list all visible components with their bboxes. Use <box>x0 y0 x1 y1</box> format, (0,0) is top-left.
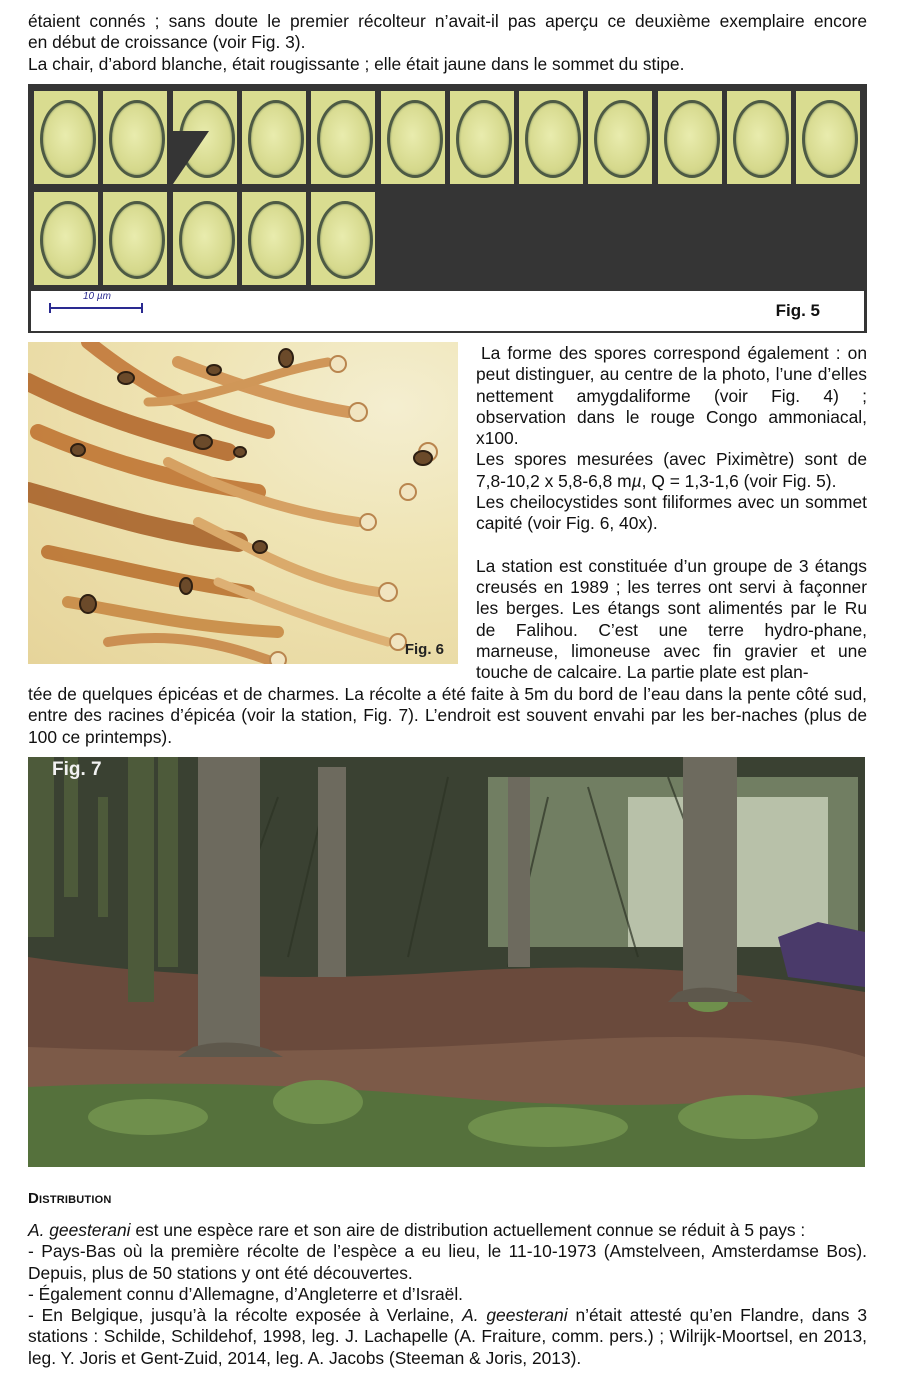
spore-image <box>242 91 306 184</box>
tile-cut-corner <box>173 131 209 184</box>
spore-image <box>173 91 237 184</box>
figure-7-label: Fig. 7 <box>52 759 102 780</box>
spore-cell <box>802 100 858 178</box>
spore-cell <box>664 100 720 178</box>
spore-cell <box>248 100 304 178</box>
spore-measure-paragraph <box>476 449 867 492</box>
spore-image <box>173 192 237 285</box>
intro-line-1: étaient connés ; sans doute le premier récolteur n’avait-il pas aperçu ce deuxième exemplaire encore <box>28 11 867 31</box>
spore-cell <box>109 201 165 279</box>
spore-image <box>519 91 583 184</box>
spore-cell <box>109 100 165 178</box>
spore-image <box>727 91 791 184</box>
spore-image <box>34 192 98 285</box>
spore-cell <box>40 100 96 178</box>
cheilocystides-illustration <box>28 342 458 664</box>
distribution-item-other-countries: - Également connu d’Allemagne, d’Angleterre et d’Israël. <box>28 1283 464 1304</box>
spore-image <box>311 192 375 285</box>
spore-cell <box>179 201 235 279</box>
station-paragraph: La station est constituée d’un groupe de 3 étangs creusés en 1989 ; les terres ont servi à façonner les berges. Les étangs sont alimentés par le Ru de Falihou. C’est une terre hydro-phane, marneuse, limoneuse avec fin gravier et une touche de calcaire. La partie plate est plan- <box>476 555 867 683</box>
distribution-body <box>28 1220 867 1369</box>
spore-description-column <box>476 343 867 683</box>
micron-symbol: µ <box>631 470 642 491</box>
spore-cell <box>525 100 581 178</box>
intro-line-2: en début de croissance (voir Fig. 3). <box>28 32 306 53</box>
spore-image <box>34 91 98 184</box>
spore-cell <box>248 201 304 279</box>
species-name: A. geesterani <box>28 1220 131 1240</box>
spore-cell <box>456 100 512 178</box>
spore-cell <box>733 100 789 178</box>
spore-image <box>103 192 167 285</box>
distribution-item-netherlands: - Pays-Bas où la première récolte de l’espèce a eu lieu, le 11-10-1973 (Amstelveen, Amsterdamse Bos). Depuis, plus de 50 stations y ont été découvertes. <box>28 1241 867 1283</box>
spore-image <box>588 91 652 184</box>
distribution-intro <box>28 1220 867 1241</box>
spore-image <box>450 91 514 184</box>
station-photo-illustration <box>28 757 865 1167</box>
figure-5-spores <box>28 84 867 333</box>
spore-image <box>796 91 860 184</box>
belgium-text-start: - En Belgique, jusqu’à la récolte exposée à Verlaine, <box>28 1305 463 1326</box>
station-continuation-paragraph: tée de quelques épicéas et de charmes. La récolte a été faite à 5m du bord de l’eau dans la pente côté sud, entre des racines d’épicéa (voir la station, Fig. 7). L’endroit est souvent envahi par les ber-naches (plus de 100 ce printemps). <box>28 684 867 747</box>
cheilocystides-paragraph: Les cheilocystides sont filiformes avec un sommet capité (voir Fig. 6, 40x). <box>476 492 867 534</box>
spore-image <box>311 91 375 184</box>
scale-bar <box>49 307 143 309</box>
distribution-intro-text: est une espèce rare et son aire de distribution actuellement connue se réduit à 5 pays : <box>130 1220 806 1240</box>
distribution-heading: Distribution <box>28 1190 112 1207</box>
figure-5-caption-bar <box>31 291 864 331</box>
spore-cell <box>317 201 373 279</box>
spore-measure-text: Les spores mesurées (avec Piximètre) sont de 7,8-10,2 x 5,8-6,8 m <box>476 449 867 491</box>
figure-6-label: Fig. 6 <box>404 641 444 658</box>
spore-cell <box>594 100 650 178</box>
spore-cell <box>40 201 96 279</box>
scale-bar-label: 10 µm <box>83 291 111 302</box>
belgium-text-end: n’était attesté qu’en Flandre, dans 3 stations : Schilde, Schildehof, 1998, leg. J. Lachapelle (A. Fraiture, comm. pers.) ; Wilrijk-Moortsel, en 2013, leg. Y. Joris et Gent-Zuid, 2014, leg. A. Jacobs (Steeman & Joris, 2013). <box>28 1305 868 1368</box>
spore-shape-paragraph: La forme des spores correspond également : on peut distinguer, au centre de la photo, l’une d’elles nettement amygdaliforme (voir Fig. 4) ; observation dans le rouge Congo ammoniacal, x100. <box>476 343 867 449</box>
spore-image <box>242 192 306 285</box>
figure-5-label: Fig. 5 <box>775 301 820 320</box>
spore-measure-ratio: , Q = 1,3-1,6 (voir Fig. 5). <box>641 470 837 491</box>
intro-line-3: La chair, d’abord blanche, était rougissante ; elle était jaune dans le sommet du stipe. <box>28 53 685 74</box>
spore-image <box>381 91 445 184</box>
species-name-belgium: A. geesterani <box>462 1305 568 1326</box>
spore-image <box>658 91 722 184</box>
intro-paragraph <box>28 11 867 75</box>
figure-7-station-photo <box>28 757 865 1167</box>
distribution-item-belgium <box>28 1305 867 1369</box>
spore-cell <box>317 100 373 178</box>
figure-6-cheilocystides <box>28 342 458 664</box>
spore-cell <box>387 100 443 178</box>
spore-image <box>103 91 167 184</box>
